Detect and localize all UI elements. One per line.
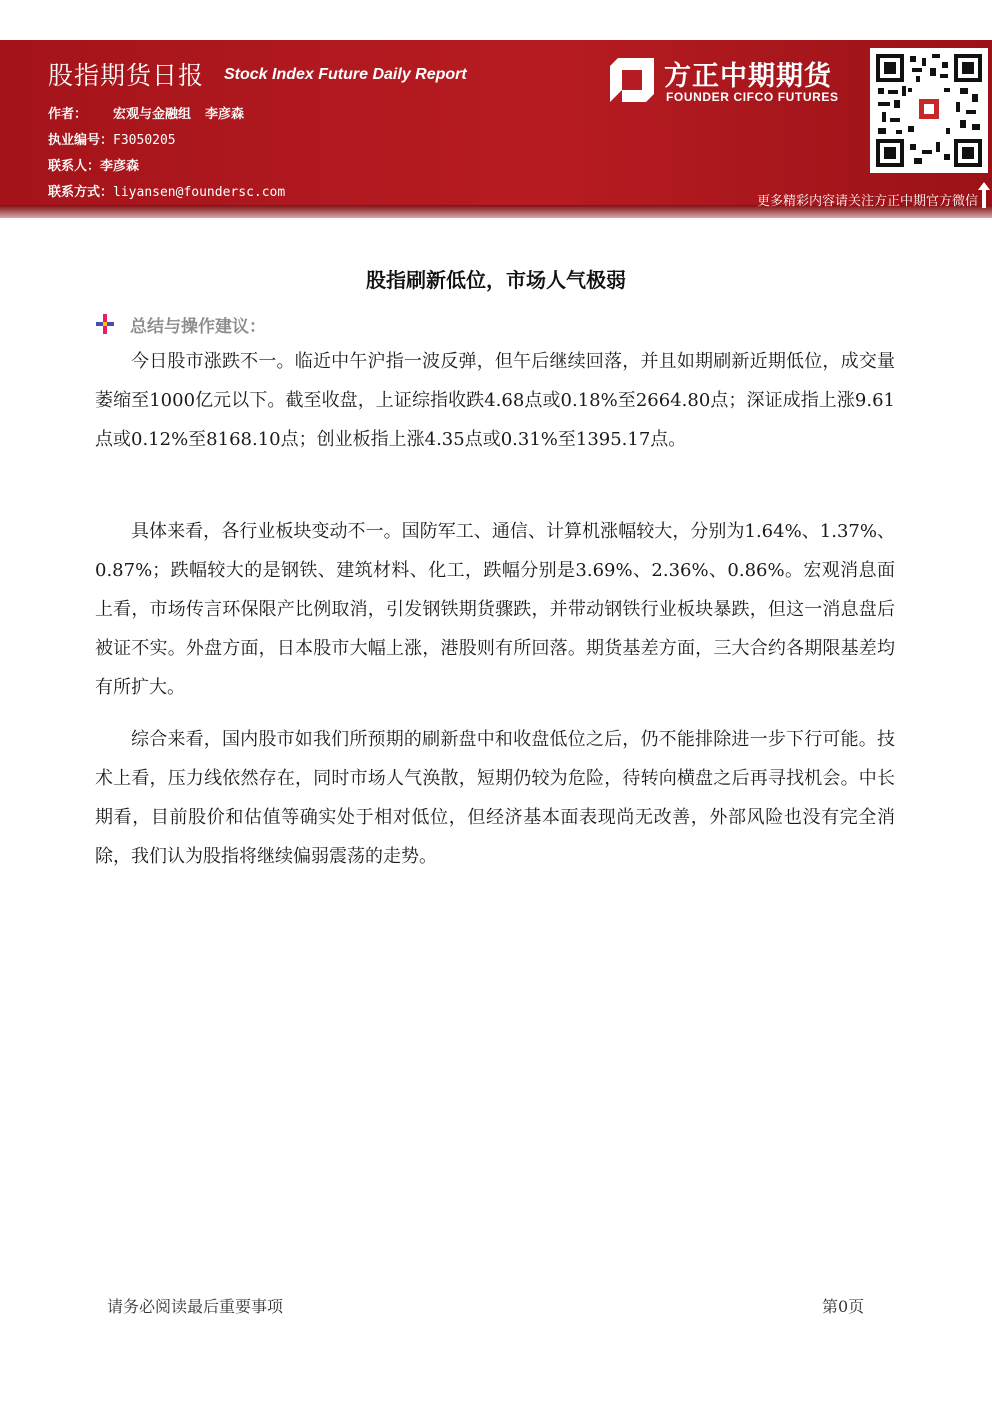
wechat-qr-code[interactable] <box>870 48 988 173</box>
contact-name: 李彦森 <box>100 159 140 174</box>
footer-notice: 请务必阅读最后重要事项 <box>107 1297 284 1316</box>
founder-logo-icon <box>608 56 656 104</box>
author-row <box>48 103 244 122</box>
logo-text-cn: 方正中期期货 <box>664 61 832 92</box>
paragraph-sector-detail: 具体来看，各行业板块变动不一。国防军工、通信、计算机涨幅较大，分别为1.64%、1.37%、0.87%；跌幅较大的是钢铁、建筑材料、化工，跌幅分别是3.69%、2.36%、0.86%。宏观消息面上看，市场传言环保限产比例取消，引发钢铁期货骤跌，并带动钢铁行业板块暴跌，但这一消息盘后被证不实。外盘方面，日本股市大幅上涨，港股则有所回落。期货基差方面，三大合约各期限基差均有所扩大。 <box>95 521 896 698</box>
contact-method-row <box>48 181 285 200</box>
document-title: 股指刷新低位，市场人气极弱 <box>366 268 626 292</box>
contact-label: 联系人： <box>48 159 101 174</box>
author-name: 李彦森 <box>205 107 245 122</box>
contact-row <box>48 155 139 174</box>
paragraph-outlook: 综合来看，国内股市如我们所预期的刷新盘中和收盘低位之后，仍不能排除进一步下行可能。技术上看，压力线依然存在，同时市场人气涣散，短期仍较为危险，待转向横盘之后再寻找机会。中长期看，目前股价和估值等确实处于相对低位，但经济基本面表现尚无改善，外部风险也没有完全消除，我们认为股指将继续偏弱震荡的走势。 <box>95 729 895 867</box>
license-row <box>48 129 176 148</box>
page-number: 第0页 <box>822 1297 865 1316</box>
license-label: 执业编号： <box>48 133 114 148</box>
contact-method-label: 联系方式： <box>48 185 114 200</box>
wechat-follow-note: 更多精彩内容请关注方正中期官方微信 <box>756 194 978 209</box>
qr-code-icon <box>876 54 982 167</box>
author-label: 作者： <box>48 107 88 122</box>
section-bullet-icon <box>96 314 114 334</box>
report-title-cn: 股指期货日报 <box>48 61 205 90</box>
arrow-up-icon <box>978 182 990 208</box>
section-label: 总结与操作建议： <box>130 317 266 337</box>
logo-text-en: FOUNDER CIFCO FUTURES <box>666 90 839 104</box>
company-logo <box>608 56 860 108</box>
report-title-en: Stock Index Future Daily Report <box>224 66 467 83</box>
contact-email[interactable]: liyansen@foundersc.com <box>113 185 286 200</box>
author-dept: 宏观与金融组 <box>113 107 192 122</box>
license-number: F3050205 <box>113 133 176 148</box>
paragraph-market-summary: 今日股市涨跌不一。临近中午沪指一波反弹，但午后继续回落，并且如期刷新近期低位，成交量萎缩至1000亿元以下。截至收盘，上证综指收跌4.68点或0.18%至2664.80点；深证成指上涨9.61点或0.12%至8168.10点；创业板指上涨4.35点或0.31%至1395.17点。 <box>95 351 895 450</box>
